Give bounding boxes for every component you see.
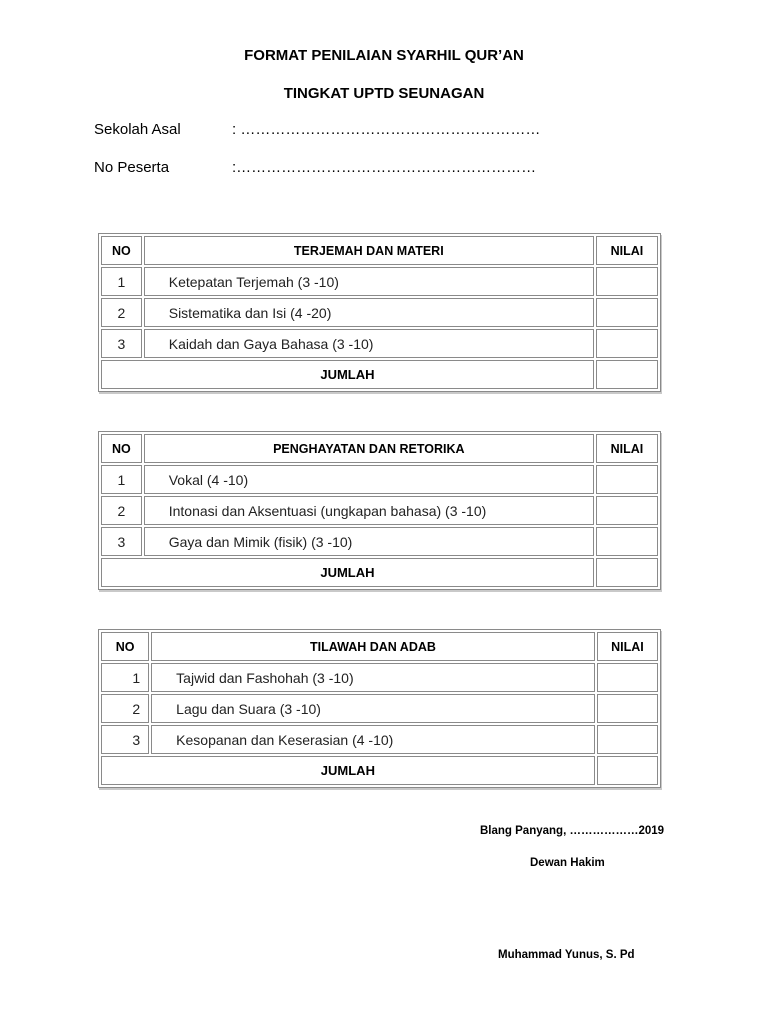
- school-value: : ……………………………………………………: [232, 121, 541, 138]
- row-item: Vokal (4 -10): [144, 465, 594, 494]
- row-item: Intonasi dan Aksentuasi (ungkapan bahasa) (3 -10): [144, 496, 594, 525]
- table-row: [101, 329, 658, 358]
- participant-value: :……………………………………………………: [232, 159, 537, 176]
- row-item: Tajwid dan Fashohah (3 -10): [151, 663, 595, 692]
- score-cell[interactable]: [597, 725, 658, 754]
- total-row: [101, 360, 658, 389]
- row-item: Ketepatan Terjemah (3 -10): [144, 267, 594, 296]
- table-header-row: [101, 434, 658, 463]
- score-table-rhetoric: [98, 431, 661, 590]
- signer-role: Dewan Hakim: [530, 857, 605, 869]
- score-cell[interactable]: [596, 465, 658, 494]
- place-date: Blang Panyang, ………………2019: [480, 825, 665, 837]
- total-label: JUMLAH: [101, 756, 595, 785]
- score-cell[interactable]: [597, 694, 658, 723]
- total-label: JUMLAH: [101, 558, 594, 587]
- document-title: FORMAT PENILAIAN SYARHIL QUR’AN: [244, 47, 524, 64]
- row-no: 2: [101, 694, 149, 723]
- participant-field: [94, 159, 536, 176]
- header-no: NO: [101, 236, 142, 265]
- score-table-recitation: [98, 629, 661, 788]
- total-row: [101, 756, 658, 785]
- row-no: 3: [101, 329, 142, 358]
- header-no: NO: [101, 632, 149, 661]
- table-row: [101, 267, 658, 296]
- school-label: Sekolah Asal: [94, 121, 181, 138]
- header-material: PENGHAYATAN DAN RETORIKA: [144, 434, 594, 463]
- total-cell[interactable]: [597, 756, 658, 785]
- row-item: Kesopanan dan Keserasian (4 -10): [151, 725, 595, 754]
- score-cell[interactable]: [596, 267, 658, 296]
- header-material: TERJEMAH DAN MATERI: [144, 236, 594, 265]
- score-cell[interactable]: [597, 663, 658, 692]
- row-no: 1: [101, 465, 142, 494]
- school-field: [94, 121, 540, 138]
- score-table-translation: [98, 233, 661, 392]
- score-cell[interactable]: [596, 527, 658, 556]
- total-cell[interactable]: [596, 558, 658, 587]
- score-cell[interactable]: [596, 496, 658, 525]
- row-no: 1: [101, 663, 149, 692]
- row-no: 3: [101, 527, 142, 556]
- total-row: [101, 558, 658, 587]
- header-value: NILAI: [596, 236, 658, 265]
- table-row: [101, 465, 658, 494]
- total-cell[interactable]: [596, 360, 658, 389]
- row-no: 1: [101, 267, 142, 296]
- score-cell[interactable]: [596, 298, 658, 327]
- participant-label: No Peserta: [94, 159, 170, 176]
- table-row: [101, 298, 658, 327]
- row-no: 2: [101, 298, 142, 327]
- row-item: Gaya dan Mimik (fisik) (3 -10): [144, 527, 594, 556]
- document-subtitle: TINGKAT UPTD SEUNAGAN: [283, 85, 485, 102]
- header-value: NILAI: [596, 434, 658, 463]
- header-value: NILAI: [597, 632, 658, 661]
- total-label: JUMLAH: [101, 360, 594, 389]
- signer-name: Muhammad Yunus, S. Pd: [498, 949, 635, 961]
- row-item: Sistematika dan Isi (4 -20): [144, 298, 594, 327]
- row-item: Kaidah dan Gaya Bahasa (3 -10): [144, 329, 594, 358]
- table-row: [101, 663, 658, 692]
- header-no: NO: [101, 434, 142, 463]
- table-row: [101, 527, 658, 556]
- table-header-row: [101, 632, 658, 661]
- row-item: Lagu dan Suara (3 -10): [151, 694, 595, 723]
- row-no: 3: [101, 725, 149, 754]
- table-row: [101, 496, 658, 525]
- row-no: 2: [101, 496, 142, 525]
- score-cell[interactable]: [596, 329, 658, 358]
- table-row: [101, 694, 658, 723]
- table-row: [101, 725, 658, 754]
- table-header-row: [101, 236, 658, 265]
- header-material: TILAWAH DAN ADAB: [151, 632, 595, 661]
